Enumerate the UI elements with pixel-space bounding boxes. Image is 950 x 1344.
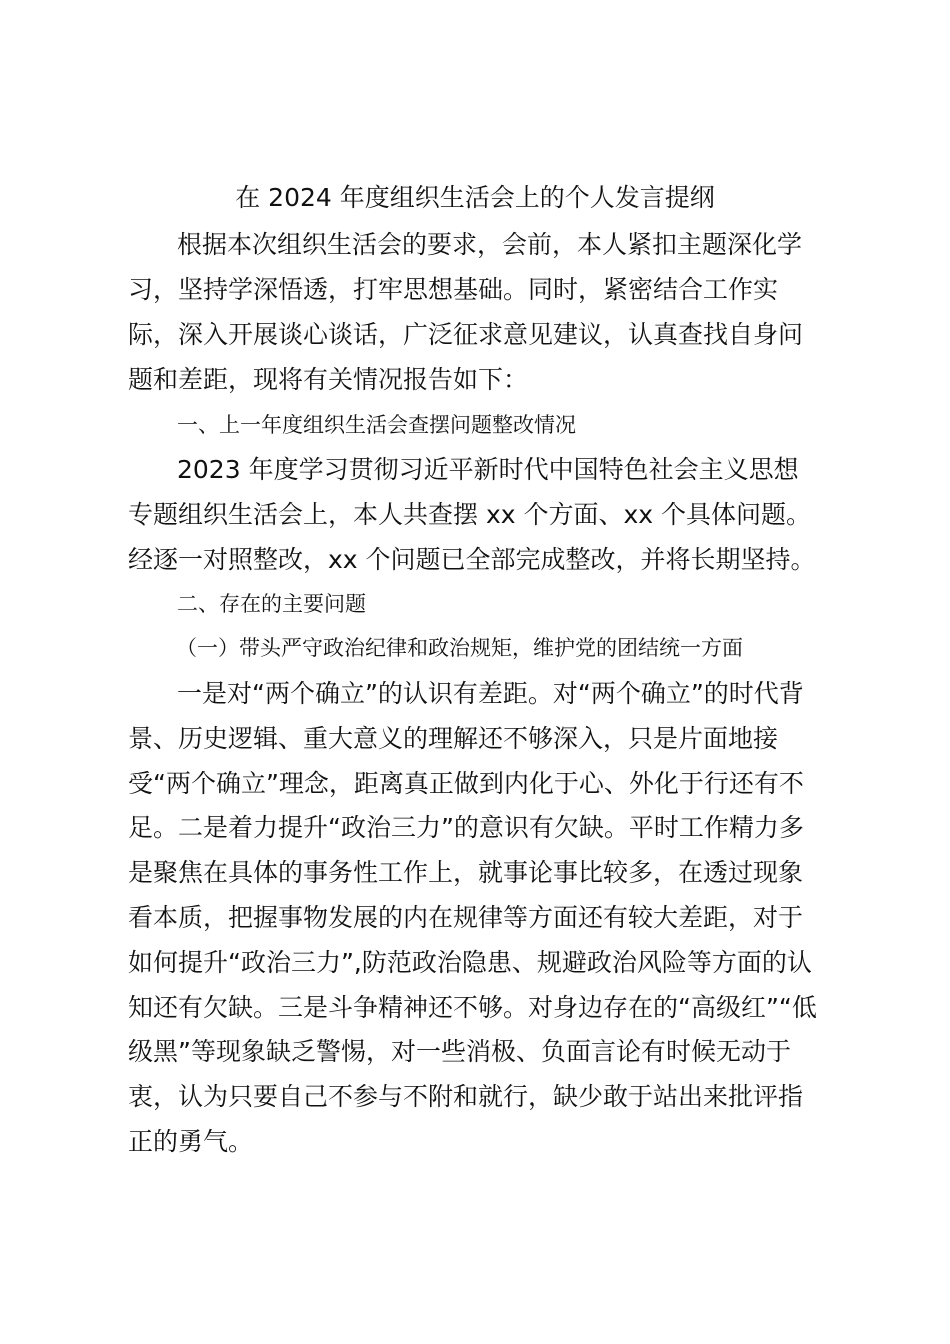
- section1-line: 2023 年度学习贯彻习近平新时代中国特色社会主义思想: [177, 455, 799, 484]
- intro-line: 根据本次组织生活会的要求，会前，本人紧扣主题深化学: [177, 230, 803, 259]
- subsection1-line: 一是对“两个确立”的认识有差距。对“两个确立”的时代背: [177, 679, 804, 708]
- subsection1-line: 级黑”等现象缺乏警惕，对一些消极、负面言论有时候无动于: [128, 1037, 791, 1066]
- subsection1-line: 景、历史逻辑、重大意义的理解还不够深入，只是片面地接: [128, 724, 779, 753]
- subsection1-line: 衷，认为只要自己不参与不附和就行，缺少敢于站出来批评指: [128, 1082, 804, 1111]
- subsection1-line: 如何提升“政治三力”,防范政治隐患、规避政治风险等方面的认: [128, 948, 812, 977]
- section1-line: 经逐一对照整改，xx 个问题已全部完成整改，并将长期坚持。: [128, 545, 816, 574]
- subsection1-line: 看本质，把握事物发展的内在规律等方面还有较大差距，对于: [128, 903, 804, 932]
- subsection1-line: 受“两个确立”理念，距离真正做到内化于心、外化于行还有不: [128, 769, 804, 798]
- intro-line: 际，深入开展谈心谈话，广泛征求意见建议，认真查找自身问: [128, 320, 804, 349]
- document-title: 在 2024 年度组织生活会上的个人发言提纲: [235, 183, 715, 212]
- subsection1-line: 正的勇气。: [128, 1127, 254, 1156]
- section-heading-1: 一、上一年度组织生活会查摆问题整改情况: [177, 413, 576, 437]
- subsection1-line: 知还有欠缺。三是斗争精神还不够。对身边存在的“高级红”“低: [128, 993, 817, 1022]
- subsection-heading-1: （一）带头严守政治纪律和政治规矩，维护党的团结统一方面: [176, 636, 743, 660]
- subsection1-line: 足。二是着力提升“政治三力”的意识有欠缺。平时工作精力多: [128, 813, 804, 842]
- section-heading-2: 二、存在的主要问题: [177, 592, 366, 616]
- intro-line: 题和差距，现将有关情况报告如下：: [128, 365, 529, 394]
- subsection1-line: 是聚焦在具体的事务性工作上，就事论事比较多，在透过现象: [128, 858, 804, 887]
- section1-line: 专题组织生活会上，本人共查摆 xx 个方面、xx 个具体问题。: [128, 500, 812, 529]
- intro-line: 习，坚持学深悟透，打牢思想基础。同时，紧密结合工作实: [128, 275, 779, 304]
